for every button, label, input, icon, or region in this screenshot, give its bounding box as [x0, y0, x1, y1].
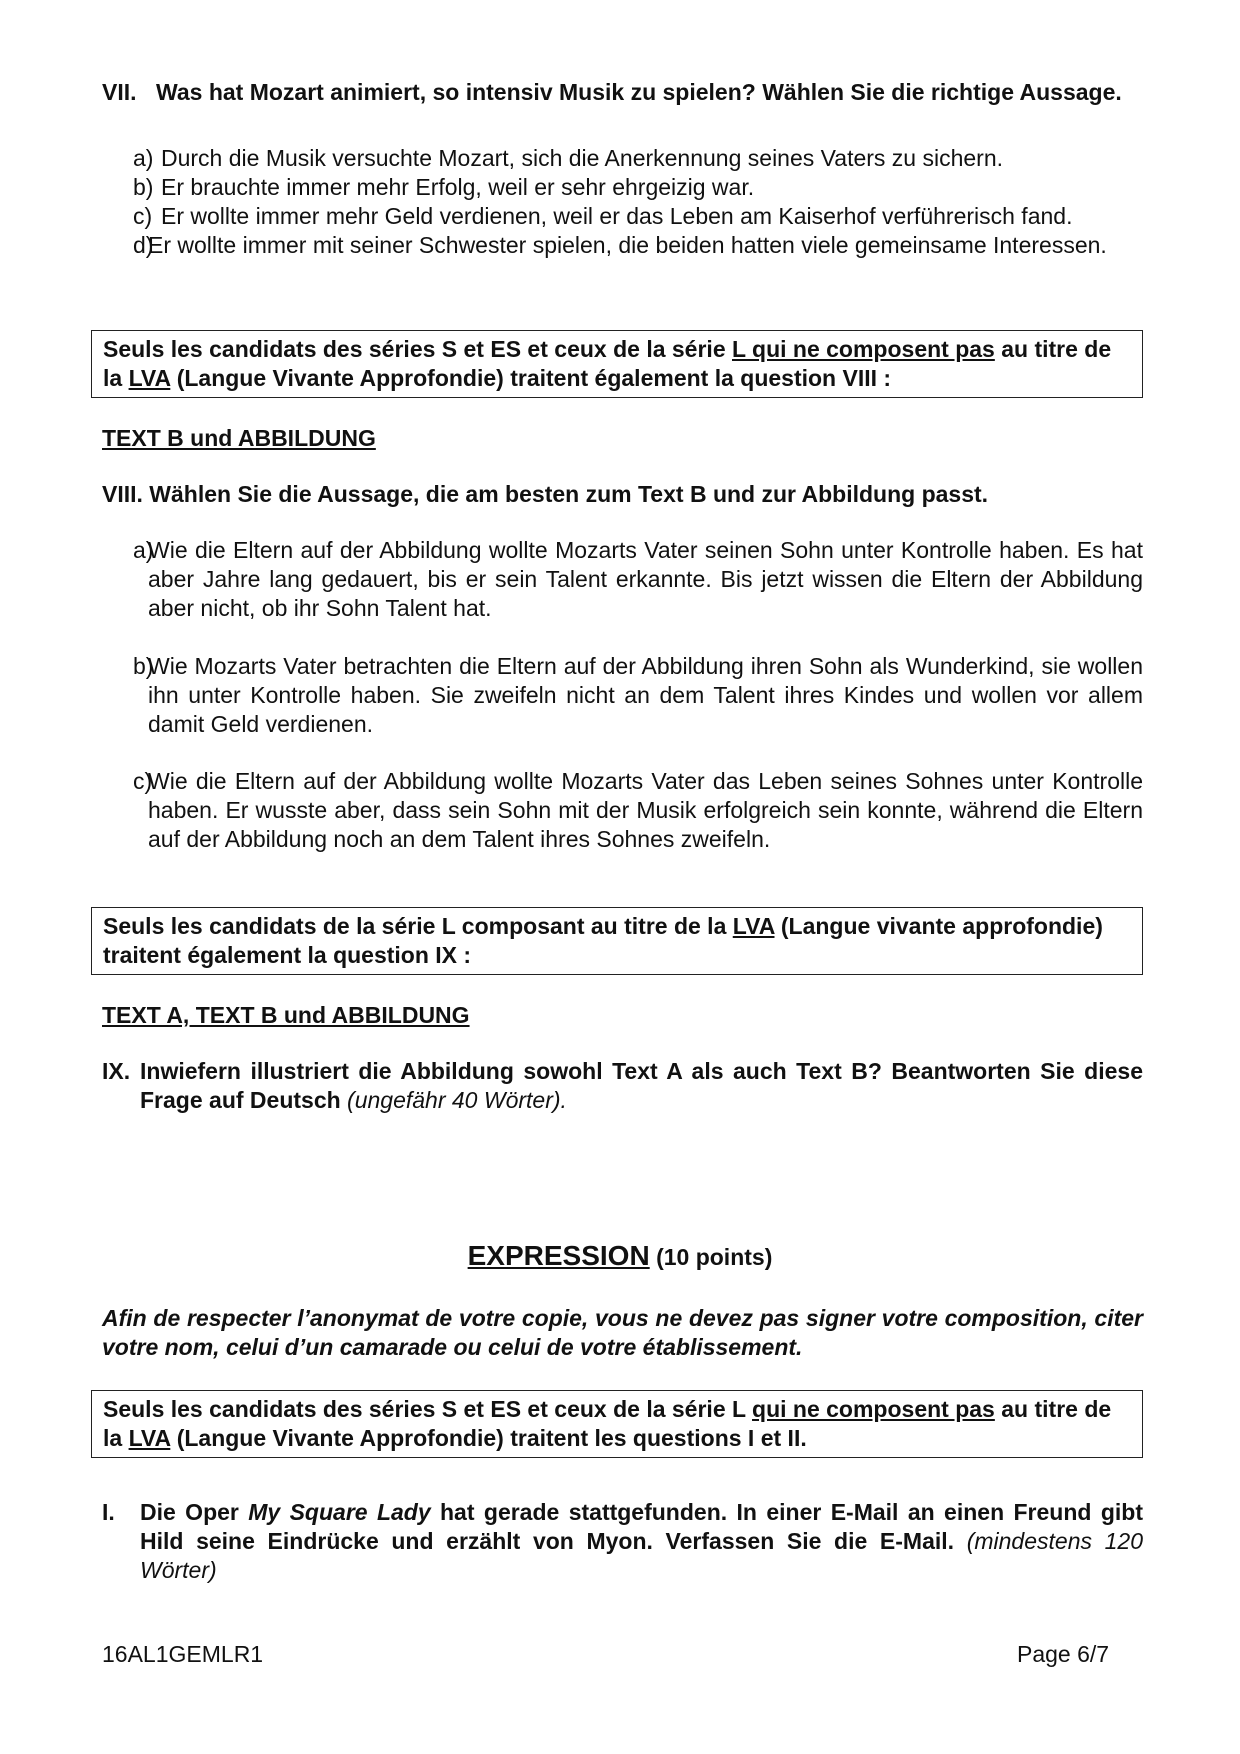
- question-8-label: VIII.: [102, 481, 143, 507]
- q7-option-d: d) Er wollte immer mit seiner Schwester spielen, die beiden hatten viele gemeinsame Interessen.: [133, 231, 1143, 260]
- expression-points: (10 points): [656, 1244, 773, 1270]
- footer-page-number: Page 6/7: [1017, 1641, 1110, 1667]
- question-7: [102, 78, 1143, 107]
- q8-option-b: b) Wie Mozarts Vater betrachten die Eltern auf der Abbildung ihren Sohn als Wunderkind, sie wollen ihn unter Kontrolle haben. Sie zweifeln nicht an dem Talent ihres Kindes und wollen vor allem damit Geld verdienen.: [133, 653, 1143, 737]
- question-I-note: (mindestens 120 Wörter): [140, 1528, 1143, 1583]
- expression-heading: [0, 1241, 1240, 1272]
- question-I-label: I.: [102, 1499, 115, 1525]
- q8-option-b-text: Wie Mozarts Vater betrachten die Eltern auf der Abbildung ihren Sohn als Wunderkind, sie wollen ihn unter Kontrolle haben. Sie zweifeln nicht an dem Talent ihres Kindes und wollen vor allem damit Geld verdienen.: [148, 653, 1143, 737]
- opera-title: My Square Lady: [248, 1499, 431, 1525]
- q7-option-a: a) Durch die Musik versuchte Mozart, sich die Anerkennung seines Vaters zu sichern.: [133, 144, 1143, 173]
- q7-option-a-text: Durch die Musik versuchte Mozart, sich die Anerkennung seines Vaters zu sichern.: [161, 145, 1004, 171]
- question-9-label: IX.: [102, 1058, 131, 1084]
- question-9: [102, 1057, 1143, 1115]
- question-8-text: Wählen Sie die Aussage, die am besten zum Text B und zur Abbildung passt.: [149, 481, 989, 507]
- instruction-box-3: Seuls les candidats des séries S et ES et ceux de la série L qui ne composent pas au titre de la LVA (Langue Vivante Approfondie) traitent les questions I et II.: [91, 1390, 1143, 1458]
- section-text-ab-title: TEXT A, TEXT B und ABBILDUNG: [102, 1002, 470, 1028]
- question-7-text: Was hat Mozart animiert, so intensiv Musik zu spielen? Wählen Sie die richtige Aussage.: [156, 79, 1122, 105]
- q7-option-b-text: Er brauchte immer mehr Erfolg, weil er sehr ehrgeizig war.: [161, 174, 755, 200]
- section-text-b-title: TEXT B und ABBILDUNG: [102, 425, 376, 451]
- q7-option-d-text: Er wollte immer mit seiner Schwester spielen, die beiden hatten viele gemeinsame Interessen.: [148, 232, 1107, 258]
- question-9-note: (ungefähr 40 Wörter).: [347, 1087, 567, 1113]
- instruction-box-1: Seuls les candidats des séries S et ES et ceux de la série L qui ne composent pas au titre de la LVA (Langue Vivante Approfondie) traitent également la question VIII :: [91, 330, 1143, 398]
- q7-option-c-text: Er wollte immer mehr Geld verdienen, weil er das Leben am Kaiserhof verführerisch fand.: [161, 203, 1073, 229]
- question-7-label: VII.: [102, 79, 137, 105]
- instruction-box-2: Seuls les candidats de la série L composant au titre de la LVA (Langue vivante approfondie) traitent également la question IX :: [91, 907, 1143, 975]
- footer-code: 16AL1GEMLR1: [102, 1641, 264, 1667]
- anonymity-notice: Afin de respecter l’anonymat de votre copie, vous ne devez pas signer votre composition, citer votre nom, celui d’un camarade ou celui de votre établissement.: [102, 1305, 1143, 1360]
- q7-option-c: c) Er wollte immer mehr Geld verdienen, weil er das Leben am Kaiserhof verführerisch fand.: [133, 202, 1143, 231]
- q8-option-c: c) Wie die Eltern auf der Abbildung wollte Mozarts Vater das Leben seines Sohnes unter Kontrolle haben. Er wusste aber, dass sein Sohn mit der Musik erfolgreich sein konnte, während die Eltern auf der Abbildung noch an dem Talent ihres Sohnes zweifeln.: [133, 768, 1143, 852]
- q7-option-b: b) Er brauchte immer mehr Erfolg, weil er sehr ehrgeizig war.: [133, 173, 1143, 202]
- q8-option-a-text: Wie die Eltern auf der Abbildung wollte Mozarts Vater seinen Sohn unter Kontrolle haben. Es hat aber Jahre lang gedauert, bis er sein Talent erkannte. Bis jetzt wissen die Eltern der Abbildung aber nicht, ob ihr Sohn Talent hat.: [148, 537, 1143, 621]
- q8-option-a: a) Wie die Eltern auf der Abbildung wollte Mozarts Vater seinen Sohn unter Kontrolle haben. Es hat aber Jahre lang gedauert, bis er sein Talent erkannte. Bis jetzt wissen die Eltern der Abbildung aber nicht, ob ihr Sohn Talent hat.: [133, 537, 1143, 621]
- question-I: I. Die Oper My Square Lady hat gerade stattgefunden. In einer E-Mail an einen Freund gibt Hild seine Eindrücke und erzählt von Myon. Verfassen Sie die E-Mail. (mindestens 120 Wörter): [102, 1499, 1143, 1583]
- expression-title: EXPRESSION: [467, 1240, 650, 1271]
- q8-option-c-text: Wie die Eltern auf der Abbildung wollte Mozarts Vater das Leben seines Sohnes unter Kontrolle haben. Er wusste aber, dass sein Sohn mit der Musik erfolgreich sein konnte, während die Eltern auf der Abbildung noch an dem Talent ihres Sohnes zweifeln.: [148, 768, 1143, 852]
- question-8: [102, 480, 1143, 509]
- question-9-text: Inwiefern illustriert die Abbildung sowohl Text A als auch Text B? Beantworten Sie diese Frage auf Deutsch: [140, 1058, 1143, 1113]
